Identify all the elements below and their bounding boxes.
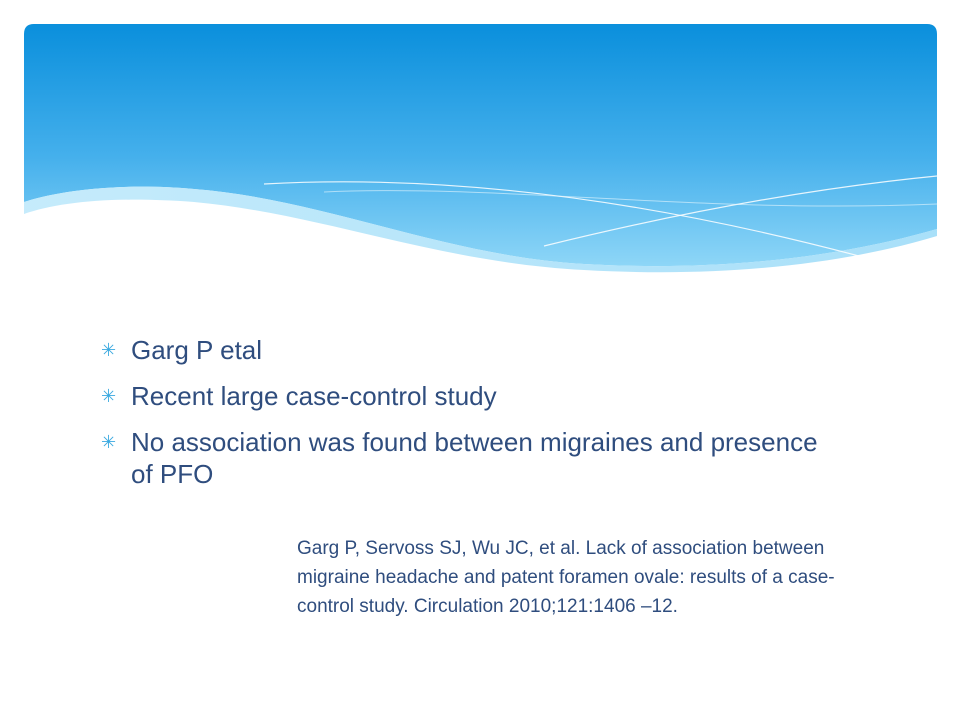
bullet-text: Recent large case-control study <box>131 381 497 411</box>
asterisk-icon: ✳ <box>101 340 117 360</box>
asterisk-icon: ✳ <box>101 432 117 452</box>
asterisk-icon: ✳ <box>101 386 117 406</box>
banner-sky <box>24 24 937 266</box>
header-banner <box>24 24 937 274</box>
bullet-list <box>101 334 841 504</box>
citation-text: Garg P, Servoss SJ, Wu JC, et al. Lack of association between migraine headache and patent foramen ovale: results of a case-control study. Circulation 2010;121:1406 –12. <box>297 538 835 617</box>
bullet-item <box>101 334 841 366</box>
bullet-item <box>101 426 841 490</box>
bullet-text: No association was found between migraines and presence of PFO <box>131 427 818 489</box>
bullet-item <box>101 380 841 412</box>
bullet-text: Garg P etal <box>131 335 263 365</box>
